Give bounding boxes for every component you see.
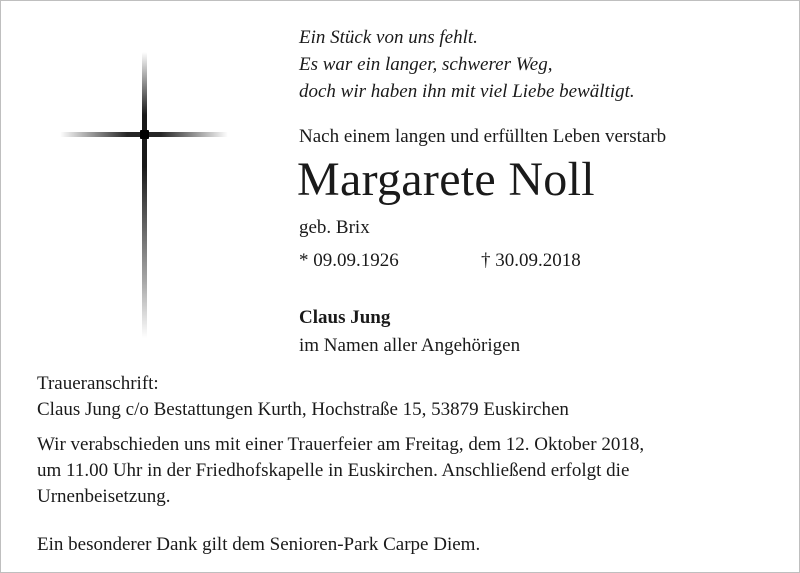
thanks-line: Ein besonderer Dank gilt dem Senioren-Park Carpe Diem.	[37, 534, 481, 555]
intro-text: Nach einem langen und erfüllten Leben verstarb	[299, 126, 667, 147]
service-line: um 11.00 Uhr in der Friedhofskapelle in Euskirchen. Anschließend erfolgt die	[37, 460, 630, 481]
address-line: Claus Jung c/o Bestattungen Kurth, Hochstraße 15, 53879 Euskirchen	[37, 399, 569, 420]
service-line: Wir verabschieden uns mit einer Trauerfeier am Freitag, dem 12. Oktober 2018,	[37, 434, 645, 455]
service-line: Urnenbeisetzung.	[37, 486, 171, 507]
deceased-name: Margarete Noll	[297, 153, 595, 206]
birth-date: * 09.09.1926	[299, 250, 399, 271]
poem-line: Ein Stück von uns fehlt.	[299, 27, 478, 48]
poem	[299, 24, 635, 105]
poem-line: Es war ein langer, schwerer Weg,	[299, 54, 553, 75]
thanks-text	[37, 532, 480, 558]
birth-name: geb. Brix	[299, 217, 370, 238]
death-date: † 30.09.2018	[481, 250, 581, 271]
service-info	[37, 432, 644, 510]
cross-vertical-beam	[142, 52, 147, 338]
mourning-address	[37, 371, 569, 423]
poem-line: doch wir haben ihn mit viel Liebe bewältigt.	[299, 81, 635, 102]
cross-center	[140, 130, 149, 139]
signer-name: Claus Jung	[299, 307, 391, 328]
signer-subtitle: im Namen aller Angehörigen	[299, 335, 521, 356]
address-label: Traueranschrift:	[37, 373, 159, 394]
cross-icon	[60, 52, 228, 338]
